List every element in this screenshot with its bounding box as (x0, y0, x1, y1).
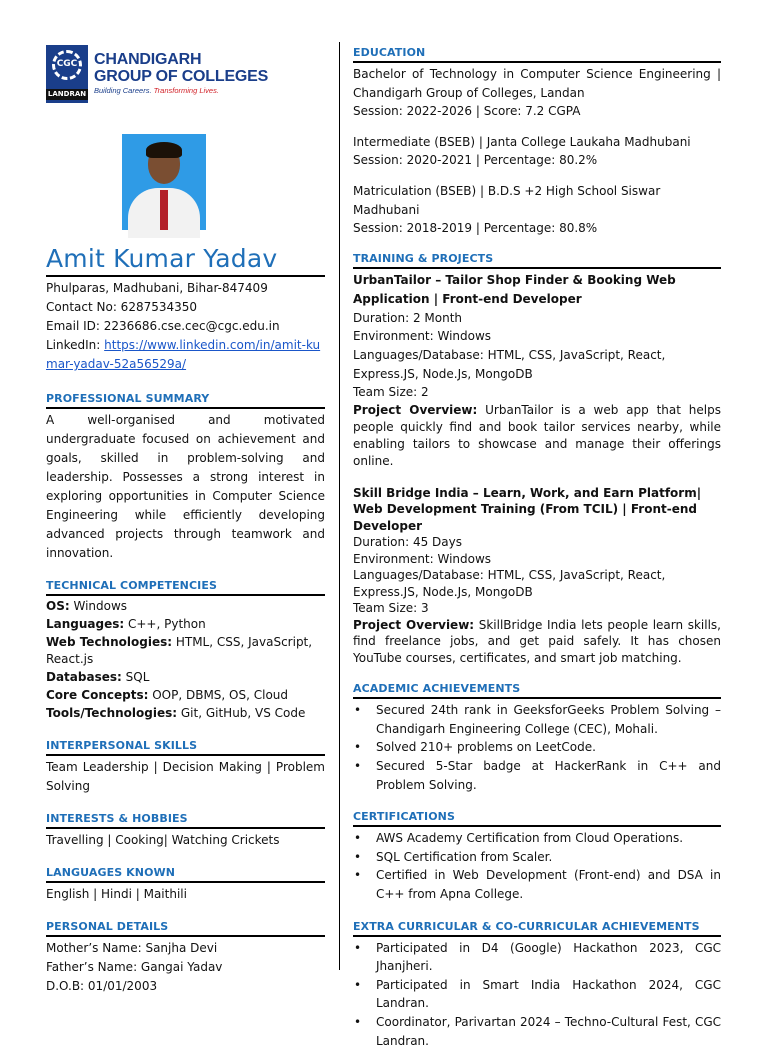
list-item: • SQL Certification from Scaler. (354, 849, 553, 864)
section-title: PERSONAL DETAILS (46, 919, 169, 933)
certifications-section (353, 808, 721, 903)
project-languages: Languages/Database: HTML, CSS, JavaScript, React, Express.JS, Node.Js, MongoDB (353, 347, 666, 381)
email: Email ID: 2236686.cse.cec@cgc.edu.in (46, 319, 280, 333)
logo-line1: CHANDIGARH (94, 51, 202, 68)
interests-section (46, 810, 325, 850)
section-title: PROFESSIONAL SUMMARY (46, 392, 210, 405)
section-title: INTERPERSONAL SKILLS (46, 738, 198, 752)
left-column (46, 44, 325, 996)
education-entry: Matriculation (BSEB) | B.D.S +2 High School Siswar Madhubani (353, 183, 661, 217)
linkedin-label: LinkedIn: (46, 338, 105, 352)
project-environment: Environment: Windows (353, 329, 492, 344)
education-section (353, 44, 721, 238)
project-title: UrbanTailor – Tailor Shop Finder & Booking Web Application | Front-end Developer (353, 272, 676, 306)
name-rule (46, 275, 325, 277)
languages-text: English | Hindi | Maithili (46, 886, 187, 901)
project-duration: Duration: 2 Month (353, 310, 463, 325)
dob: D.O.B: 01/01/2003 (46, 978, 158, 993)
section-title: TRAINING & PROJECTS (353, 251, 494, 265)
interpersonal-section (46, 737, 325, 796)
interpersonal-text: Team Leadership | Decision Making | Problem Solving (46, 759, 325, 793)
education-session: Session: 2020-2021 | Percentage: 80.2% (353, 153, 598, 168)
list-item: • Coordinator, Parivartan 2024 – Techno-Cultural Fest, CGC Landran. (354, 1014, 721, 1048)
project-languages: Languages/Database: HTML, CSS, JavaScript, React, Express.JS, Node.Js, MongoDB (353, 568, 666, 599)
languages-section (46, 864, 325, 904)
project-team: Team Size: 2 (353, 385, 429, 400)
list-item: • Secured 5-Star badge at HackerRank in C++ and Problem Solving. (354, 759, 721, 792)
section-title: INTERESTS & HOBBIES (46, 811, 188, 825)
contact-block (46, 279, 325, 374)
technical-list (46, 598, 325, 723)
section-title: EXTRA CURRICULAR & CO-CURRICULAR ACHIEVEMENTS (353, 919, 700, 933)
linkedin-link[interactable]: https://www.linkedin.com/in/amit-kumar-yadav-52a56529a/ (46, 338, 321, 371)
logo-badge-text: CGC (56, 59, 78, 69)
phone: Contact No: 6287534350 (46, 300, 198, 314)
section-title: EDUCATION (353, 46, 426, 59)
list-item: • Certified in Web Development (Front-end) and DSA in C++ from Apna College. (354, 868, 721, 901)
tagline-red: Transforming Lives. (153, 86, 219, 95)
education-session: Session: 2018-2019 | Percentage: 80.8% (353, 221, 598, 236)
profile-photo (122, 134, 206, 230)
logo-tagline (94, 85, 268, 97)
interests-text: Travelling | Cooking| Watching Crickets (46, 832, 280, 847)
academic-list (353, 701, 721, 794)
list-item: • Solved 210+ problems on LeetCode. (354, 740, 596, 755)
candidate-name: Amit Kumar Yadav (46, 244, 278, 273)
academic-section (353, 680, 721, 794)
linkedin (46, 336, 325, 374)
list-item: • AWS Academy Certification from Cloud Operations. (354, 831, 684, 846)
extra-section (353, 918, 721, 1050)
college-logo (46, 44, 325, 104)
logo-text (94, 51, 268, 97)
tech-item: Web Technologies: HTML, CSS, JavaScript, React.js (46, 634, 313, 667)
training-section (353, 250, 721, 666)
column-divider (339, 42, 340, 970)
section-title: TECHNICAL COMPETENCIES (46, 579, 217, 592)
project-overview: Project Overview: UrbanTailor is a web app that helps people quickly find and book tailor services nearby, while enabling tailors to showcase and manage their offerings online. (353, 402, 721, 468)
extra-list (353, 939, 721, 1050)
section-title: LANGUAGES KNOWN (46, 865, 176, 879)
address: Phulparas, Madhubani, Bihar-847409 (46, 281, 268, 295)
tech-item: Databases: SQL (46, 670, 150, 685)
right-column (353, 44, 721, 1050)
logo-line2: GROUP OF COLLEGES (94, 68, 269, 85)
technical-section (46, 577, 325, 723)
tagline-blue: Building Careers. (94, 86, 154, 95)
father-name: Father’s Name: Gangai Yadav (46, 959, 223, 974)
mother-name: Mother’s Name: Sanjha Devi (46, 940, 218, 955)
project-1 (353, 271, 721, 470)
project-environment: Environment: Windows (353, 551, 492, 566)
personal-section (46, 918, 325, 996)
project-2 (353, 485, 721, 667)
section-title: CERTIFICATIONS (353, 810, 455, 824)
cgc-logo-icon (46, 45, 88, 103)
professional-summary-section (46, 390, 325, 563)
project-duration: Duration: 45 Days (353, 535, 463, 550)
tech-item: Core Concepts: OOP, DBMS, OS, Cloud (46, 687, 289, 702)
logo-badge-subtext: LANDRAN (47, 90, 87, 98)
education-entry: Bachelor of Technology in Computer Science Engineering | Chandigarh Group of Colleges, Landan (353, 67, 721, 100)
summary-text: A well-organised and motivated undergraduate focused on achievement and goals, skilled in problem-solving and leadership. Possesses a strong interest in exploring opportunities in Computer Science Engineering while efficiently developing advanced projects through teamwork and innovation. (46, 413, 325, 560)
project-title: Skill Bridge India – Learn, Work, and Earn Platform| Web Development Training (From TCIL) | Front-end Developer (353, 485, 702, 533)
tech-item: Tools/Technologies: Git, GitHub, VS Code (46, 705, 306, 720)
tech-item: Languages: C++, Python (46, 616, 206, 631)
list-item: • Secured 24th rank in GeeksforGeeks Problem Solving – Chandigarh Engineering College (CEC), Mohali. (354, 703, 721, 736)
list-item: • Participated in D4 (Google) Hackathon 2023, CGC Jhanjheri. (354, 940, 721, 974)
education-list (353, 65, 721, 238)
project-overview: Project Overview: SkillBridge India lets people learn skills, find freelance jobs, and get paid safely. It has chosen YouTube courses, certificates, and smart job matching. (353, 617, 721, 665)
education-session: Session: 2022-2026 | Score: 7.2 CGPA (353, 104, 581, 119)
project-team: Team Size: 3 (353, 601, 429, 616)
section-title: ACADEMIC ACHIEVEMENTS (353, 682, 521, 696)
education-entry: Intermediate (BSEB) | Janta College Laukaha Madhubani (353, 134, 691, 149)
list-item: • Participated in Smart India Hackathon 2024, CGC Landran. (354, 977, 721, 1011)
certifications-list (353, 829, 721, 903)
personal-details (46, 939, 325, 996)
tech-item: OS: Windows (46, 599, 128, 613)
